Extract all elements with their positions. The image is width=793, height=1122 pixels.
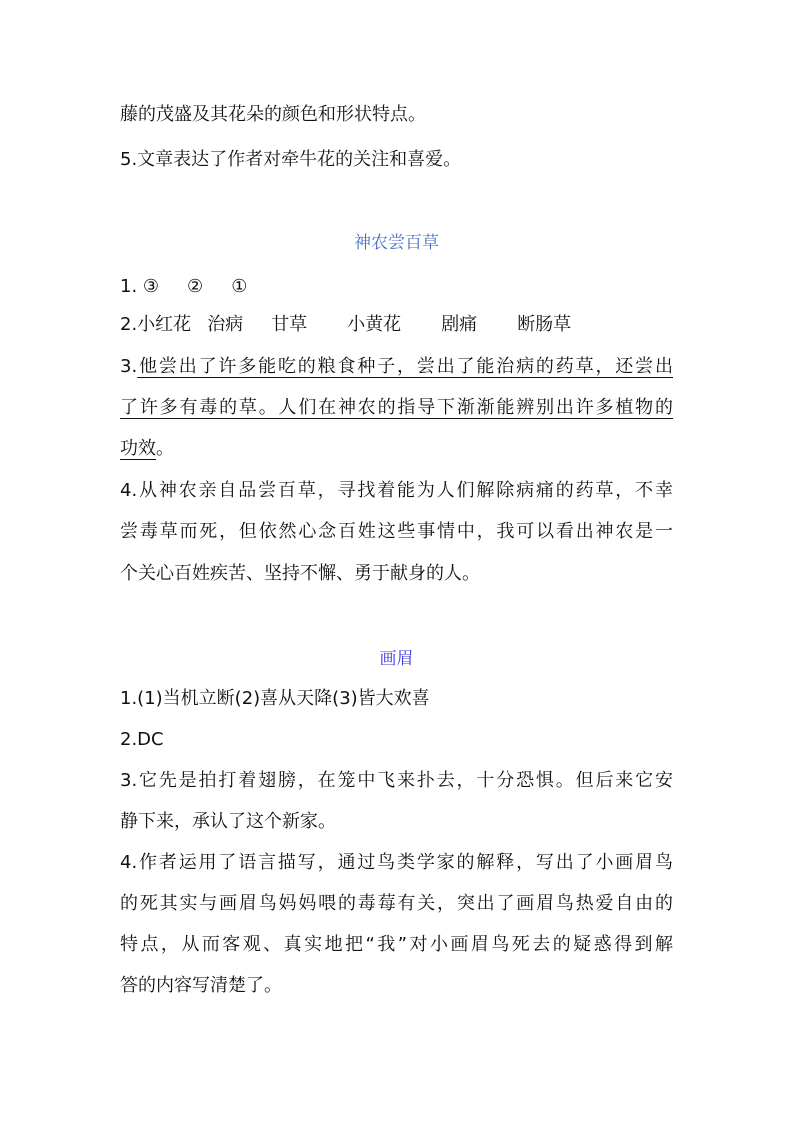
answer-3-underlined: 功效 xyxy=(120,438,156,459)
answer-1-c: ① xyxy=(231,276,248,297)
answer-2-item: 甘草 xyxy=(271,314,308,335)
huamei-answer-1: 1.(1)当机立断(2)喜从天降(3)皆大欢喜 xyxy=(120,688,430,709)
answer-2-item: 断肠草 xyxy=(517,314,572,335)
answer-4-line-2: 尝毒草而死，但依然心念百姓这些事情中，我可以看出神农是一 xyxy=(120,521,673,542)
answer-3-end: 。 xyxy=(156,438,174,459)
huamei-answer-4-line-1: 4.作者运用了语言描写，通过鸟类学家的解释，写出了小画眉鸟 xyxy=(120,852,673,873)
answer-4-line-3: 个关心百姓疾苦、坚持不懈、勇于献身的人。 xyxy=(120,563,480,584)
answer-3-line-2: 了许多有毒的草。人们在神农的指导下渐渐能辨别出许多植物的 xyxy=(120,397,673,418)
prev-line-1: 藤的茂盛及其花朵的颜色和形状特点。 xyxy=(120,104,426,125)
huamei-answer-4-line-3: 特点，从而客观、真实地把“我”对小画眉鸟死去的疑惑得到解 xyxy=(120,934,673,955)
answer-3-line-3 xyxy=(120,436,673,462)
answer-3-underlined: 他尝出了许多能吃的粮食种子，尝出了能治病的药草，还尝出 xyxy=(137,356,673,377)
answer-1-b: ② xyxy=(187,276,204,297)
answer-2-item: 2.小红花 xyxy=(120,314,192,335)
section-title-shennong: 神农尝百草 xyxy=(354,233,439,253)
huamei-answer-3-line-2: 静下来，承认了这个新家。 xyxy=(120,811,336,832)
huamei-answer-3-line-1: 3.它先是拍打着翅膀，在笼中飞来扑去，十分恐惧。但后来它安 xyxy=(120,770,673,791)
huamei-answer-4-line-4: 答的内容写清楚了。 xyxy=(120,975,282,996)
answer-3-prefix: 3. xyxy=(120,356,138,377)
prev-line-2: 5.文章表达了作者对牵牛花的关注和喜爱。 xyxy=(120,149,462,170)
section-title-huamei: 画眉 xyxy=(379,649,414,669)
answer-2-item: 剧痛 xyxy=(441,314,478,335)
answer-1 xyxy=(120,274,673,300)
huamei-answer-4-line-2: 的死其实与画眉鸟妈妈喂的毒莓有关，突出了画眉鸟热爱自由的 xyxy=(120,893,673,914)
answer-2-item: 小黄花 xyxy=(347,314,402,335)
answer-1-a: 1. ③ xyxy=(120,276,160,297)
answer-2 xyxy=(120,312,673,338)
answer-3-line-1 xyxy=(120,354,673,380)
huamei-answer-2: 2.DC xyxy=(120,729,164,750)
answer-2-item: 治病 xyxy=(207,314,244,335)
answer-4-line-1: 4.从神农亲自品尝百草，寻找着能为人们解除病痛的药草，不幸 xyxy=(120,480,673,501)
